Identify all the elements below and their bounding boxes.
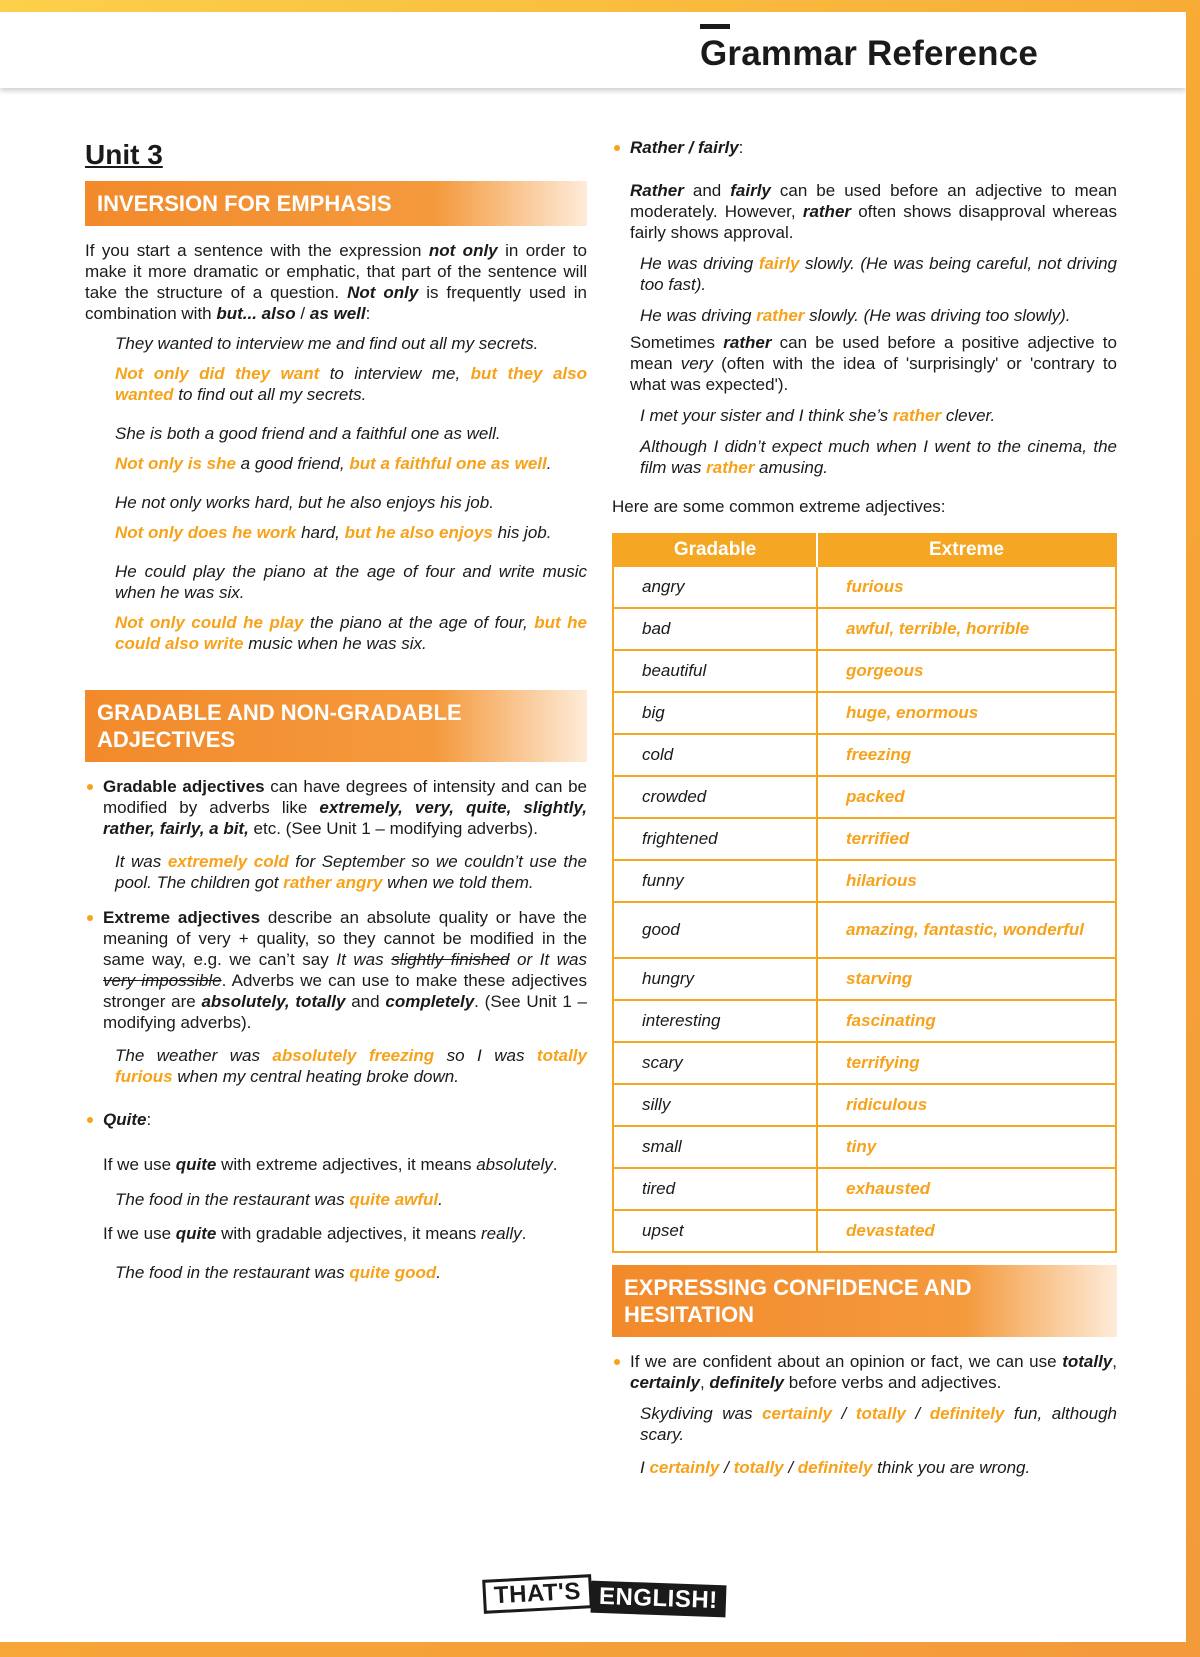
table-cell-extreme: furious <box>817 566 1116 608</box>
table-cell-gradable: upset <box>613 1210 817 1252</box>
page-title: Grammar Reference <box>700 34 1039 73</box>
table-cell-gradable: crowded <box>613 776 817 818</box>
table-row <box>613 818 1116 860</box>
bullet-rather-fairly: Rather / fairly: <box>612 137 1117 158</box>
example-inverted: Not only does he work hard, but he also enjoys his job. <box>115 523 552 542</box>
bullet-quite: Quite: <box>85 1109 587 1130</box>
table-cell-gradable: small <box>613 1126 817 1168</box>
right-column <box>612 127 1117 1478</box>
table-cell-extreme: starving <box>817 958 1116 1000</box>
unit-title: Unit 3 <box>85 139 163 170</box>
table-row <box>613 650 1116 692</box>
table-cell-gradable: hungry <box>613 958 817 1000</box>
table-row <box>613 902 1116 958</box>
table-cell-extreme: tiny <box>817 1126 1116 1168</box>
table-cell-gradable: good <box>613 902 817 958</box>
table-row <box>613 1168 1116 1210</box>
thats-english-logo <box>483 1569 738 1629</box>
confidence-example: Skydiving was certainly / totally / definitely fun, although scary. <box>640 1404 1117 1444</box>
table-row <box>613 692 1116 734</box>
table-cell-gradable: funny <box>613 860 817 902</box>
table-cell-extreme: huge, enormous <box>817 692 1116 734</box>
table-row <box>613 958 1116 1000</box>
logo-english: ENGLISH! <box>590 1581 726 1618</box>
table-cell-extreme: exhausted <box>817 1168 1116 1210</box>
adjectives-table <box>612 533 1117 1253</box>
table-cell-extreme: amazing, fantastic, wonderful <box>817 902 1116 958</box>
example-inverted: Not only did they want to interview me, but they also wanted to find out all my secrets. <box>115 364 587 404</box>
table-row <box>613 1126 1116 1168</box>
table-cell-extreme: gorgeous <box>817 650 1116 692</box>
bullet-gradable: Gradable adjectives can have degrees of intensity and can be modified by adverbs like extremely, very, quite, slightly, rather, fairly, a bit, etc. (See Unit 1 – modifying adverbs). <box>85 776 587 839</box>
section-confidence-title: EXPRESSING CONFIDENCE AND HESITATION <box>612 1265 1117 1337</box>
rather-positive-rule: Sometimes rather can be used before a positive adjective to mean very (often with the idea of 'surprisingly' or 'contrary to what was expected'). <box>630 333 1118 394</box>
table-cell-gradable: silly <box>613 1084 817 1126</box>
header-bar <box>0 12 1186 88</box>
example-extreme: The weather was absolutely freezing so I was totally furious when my central heating broke down. <box>115 1046 587 1086</box>
table-row <box>613 1084 1116 1126</box>
table-row <box>613 608 1116 650</box>
table-cell-extreme: fascinating <box>817 1000 1116 1042</box>
table-cell-extreme: awful, terrible, horrible <box>817 608 1116 650</box>
table-intro: Here are some common extreme adjectives: <box>612 497 946 516</box>
table-row <box>613 1000 1116 1042</box>
table-cell-extreme: terrifying <box>817 1042 1116 1084</box>
section-gradable-title: GRADABLE AND NON-GRADABLE ADJECTIVES <box>85 690 587 762</box>
example-inverted: Not only is she a good friend, but a faithful one as well. <box>115 454 552 473</box>
table-cell-extreme: devastated <box>817 1210 1116 1252</box>
rather-positive-example: Although I didn’t expect much when I went to the cinema, the film was rather amusing. <box>640 437 1117 477</box>
page <box>0 12 1186 1642</box>
example-sentence: They wanted to interview me and find out all my secrets. <box>115 334 539 353</box>
table-cell-extreme: ridiculous <box>817 1084 1116 1126</box>
table-cell-gradable: angry <box>613 566 817 608</box>
rather-fairly-example: He was driving rather slowly. (He was driving too slowly). <box>640 306 1071 325</box>
table-cell-extreme: terrified <box>817 818 1116 860</box>
bullet-confidence: If we are confident about an opinion or fact, we can use totally, certainly, definitely before verbs and adjectives. <box>612 1351 1117 1393</box>
table-cell-gradable: interesting <box>613 1000 817 1042</box>
table-row <box>613 734 1116 776</box>
table-cell-gradable: tired <box>613 1168 817 1210</box>
table-cell-gradable: big <box>613 692 817 734</box>
table-cell-gradable: beautiful <box>613 650 817 692</box>
rather-fairly-rule: Rather and fairly can be used before an adjective to mean moderately. However, rather often shows disapproval whereas fairly shows approval. <box>630 181 1117 242</box>
table-row <box>613 1042 1116 1084</box>
table-cell-extreme: freezing <box>817 734 1116 776</box>
quite-gradable-rule: If we use quite with gradable adjectives, it means really. <box>103 1224 527 1243</box>
confidence-example: I certainly / totally / definitely think you are wrong. <box>640 1458 1031 1477</box>
section-inversion-title: INVERSION FOR EMPHASIS <box>85 181 587 226</box>
table-header-gradable: Gradable <box>613 534 817 566</box>
example-sentence: She is both a good friend and a faithful one as well. <box>115 424 501 443</box>
table-row <box>613 860 1116 902</box>
table-header-extreme: Extreme <box>817 534 1116 566</box>
logo-thats: THAT'S <box>482 1574 593 1614</box>
quite-gradable-example: The food in the restaurant was quite good. <box>115 1263 441 1282</box>
table-cell-extreme: packed <box>817 776 1116 818</box>
quite-extreme-rule: If we use quite with extreme adjectives, it means absolutely. <box>103 1155 558 1174</box>
rather-positive-example: I met your sister and I think she’s rather clever. <box>640 406 996 425</box>
inversion-intro: If you start a sentence with the expression not only in order to make it more dramatic or emphatic, that part of the sentence will take the structure of a question. Not only is frequently used in combination with but... also / as well: <box>85 241 588 323</box>
example-sentence: He could play the piano at the age of four and write music when he was six. <box>115 562 587 602</box>
table-cell-gradable: bad <box>613 608 817 650</box>
rather-fairly-example: He was driving fairly slowly. (He was being careful, not driving too fast). <box>640 254 1117 294</box>
quite-extreme-example: The food in the restaurant was quite awful. <box>115 1190 443 1209</box>
table-row <box>613 776 1116 818</box>
table-cell-extreme: hilarious <box>817 860 1116 902</box>
table-cell-gradable: frightened <box>613 818 817 860</box>
table-row <box>613 1210 1116 1252</box>
table-cell-gradable: cold <box>613 734 817 776</box>
table-row <box>613 566 1116 608</box>
example-gradable: It was extremely cold for September so we couldn’t use the pool. The children got rather angry when we told them. <box>115 852 587 892</box>
example-sentence: He not only works hard, but he also enjoys his job. <box>115 493 494 512</box>
table-cell-gradable: scary <box>613 1042 817 1084</box>
example-inverted: Not only could he play the piano at the age of four, but he could also write music when he was six. <box>115 613 587 653</box>
left-column <box>85 127 587 1283</box>
bullet-extreme: Extreme adjectives describe an absolute quality or have the meaning of very + quality, so they cannot be modified in the same way, e.g. we can’t say It was slightly finished or It was very impossible. Adverbs we can use to make these adjectives stronger are absolutely, totally and completely. (See Unit 1 – modifying adverbs). <box>85 907 587 1033</box>
table-header-row <box>613 534 1116 566</box>
header-dash <box>700 24 730 29</box>
